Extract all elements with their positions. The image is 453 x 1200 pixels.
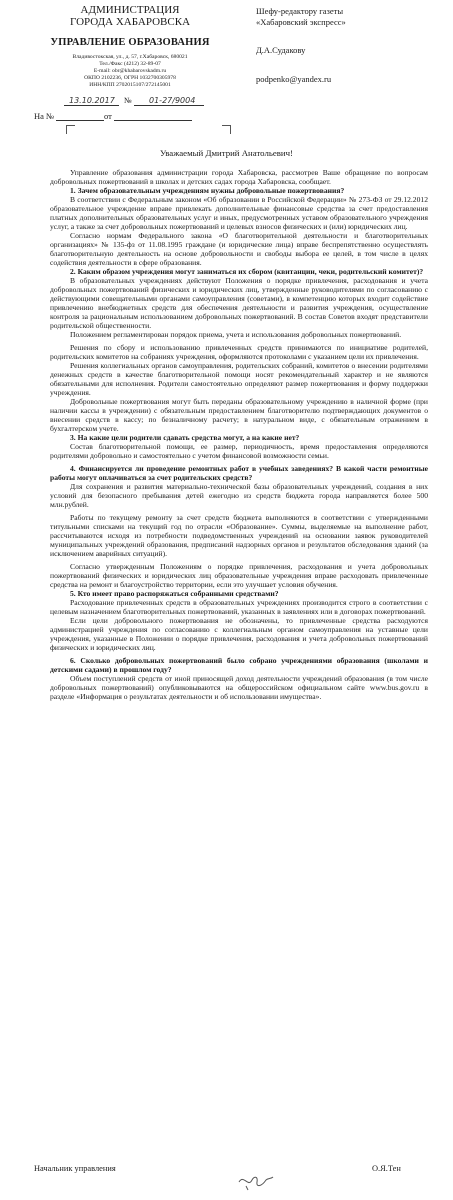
recipient-position: Шефу-редактору газеты — [256, 6, 344, 16]
org-name-line2: ГОРОДА ХАБАРОВСКА — [69, 16, 191, 28]
handwritten-number: 01-27/9004 — [149, 96, 196, 105]
recipient-block — [256, 6, 446, 84]
address-corner-right — [222, 125, 231, 134]
body-paragraph: Согласно утвержденным Положениям о порядке привлечения, расходования и учета добровольных пожертвований физических и юридических лиц образовательные учреждения вправе расходовать привлеченные средства на ремонт и благоустройство территории, если это улучшает условия обучения. — [50, 562, 428, 589]
body-paragraph: Согласно нормам Федерального закона «О благотворительной деятельности и благотворительных организациях» № 135-фз от 11.08.1995 граждане (и юридические лица) вправе беспрепятственно осуществлять благотворительную деятельность на основе добровольности и свободы выбора ее целей, в том числе в целях содействия деятельности в сфере образования. — [50, 231, 428, 267]
sender-address — [30, 54, 230, 89]
handwritten-date: 13.10.2017 — [69, 96, 115, 105]
body-paragraph: Решения по сбору и использованию привлеченных средств принимаются по инициативе родителей, родительских комитетов на собраниях учреждения, оформляются протоколами с указанием цели их привлечения. — [50, 343, 428, 361]
body-paragraph: Положением регламентирован порядок приема, учета и использования добровольных пожертвований. — [70, 330, 402, 339]
address-line: ОКПО 2102236, ОГРН 1032700305978 — [84, 74, 176, 81]
reference-label: На № — [34, 111, 55, 121]
body-paragraph: Состав благотворительной помощи, ее размер, периодичность, время предоставления определяются родителями добровольно и самостоятельно с учетом финансовой возможности семьи. — [50, 442, 428, 460]
recipient-name: Д.А.Судакову — [256, 45, 306, 55]
question-heading: 4. Финансируется ли проведение ремонтных работ в учебных заведениях? В какой части ремонтные работы могут оплачиваться за счет родительских средств? — [50, 464, 428, 482]
recipient-email: podpenko@yandex.ru — [256, 73, 332, 84]
body-paragraph: Решения коллегиальных органов самоуправления, родительских собраний, комитетов о внесении родителями денежных средств в качестве благотворительной помощи носят рекомендательный характер и не являются обязательными для исполнения. Родители самостоятельно определяют размер пожертвования и форму поддержки учреждения. — [50, 361, 428, 397]
body-paragraph: В соответствии с Федеральным законом «Об образовании в Российской Федерации» № 273-ФЗ от 29.12.2012 образовательное учреждение вправе привлекать дополнительные финансовые средства за счет предоставления платных дополнительных образовательных услуг и иных, предусмотренных уставом образовательного учреждения услуг, а также за счет добровольных пожертвований и целевых взносов физических и (или) юридических лиц. — [50, 195, 428, 231]
address-line: Владивостокская, ул., д. 57, г.Хабаровск, 680021 — [72, 54, 188, 60]
date-underline — [64, 105, 119, 106]
body-paragraph: Если цели добровольного пожертвования не обозначены, то привлеченные средства расходуются администрацией учреждения по согласованию с коллегиальным органом самоуправления на уставные цели учреждения, указанные в Положении о порядке привлечения, расходования и учета добровольных пожертвований физических и юридических лиц. — [50, 616, 428, 652]
department-name: УПРАВЛЕНИЕ ОБРАЗОВАНИЯ — [50, 37, 210, 48]
body-paragraph: Добровольные пожертвования могут быть переданы образовательному учреждению в наличной форме (при наличии кассы в учреждении) с обязательным предоставлением благотворителю подтверждающих документов о внесении средств в кассу; по безналичному расчету; в натуральном виде, с обязательным отражением в бухгалтерском учете. — [50, 397, 428, 433]
signature-scribble-icon — [236, 1170, 276, 1192]
signatory-title: Начальник управления — [34, 1164, 116, 1173]
body-paragraph: Управление образования администрации города Хабаровска, рассмотрев Ваше обращение по вопросам добровольных пожертвований в школах и детских садах города Хабаровска, сообщает. — [50, 168, 428, 186]
body-paragraph: Работы по текущему ремонту за счет средств бюджета выполняются в соответствии с утвержденными титульными списками на текущий год по отрасли «Образование». Суммы, выделяемые на выполнение работ, рассчитываются исходя из потребности подведомственных учреждений на основании заявок руководителей муниципальных учреждений образования, предписаний надзорных органов и результатов обследования зданий (за исключением аварийных ситуаций). — [50, 513, 428, 558]
question-heading: 2. Каким образом учреждения могут заниматься их сбором (квитанции, чеки, родительский комитет)? — [70, 267, 424, 276]
body-paragraph: Расходование привлеченных средств в образовательных учреждениях производится строго в соответствии с целевым назначением благотворительных пожертвований, указанных в заявлениях или в договорах пожертвований. — [50, 598, 428, 616]
reference-date-line — [114, 120, 192, 121]
reference-from-label: от — [104, 111, 112, 121]
body-paragraph: В образовательных учреждениях действуют Положения о порядке привлечения, расходования и учета добровольных пожертвований физических и юридических лиц, утвержденные руководителями по согласованию с действующими совещательными органами самоуправления (советами), в компетенцию которых входит содействие привлечению внебюджетных средств для обеспечения деятельности и развития учреждения, осуществление контроля за рациональным использованием добровольных пожертвований. В состав Советов входят представители родительской общественности. — [50, 276, 428, 330]
signatory-name: О.Я.Тен — [372, 1164, 401, 1173]
number-underline — [134, 105, 204, 106]
address-line: Тел./Факс (4212) 32-89-07 — [99, 60, 161, 67]
org-name-line1: АДМИНИСТРАЦИЯ — [80, 4, 180, 16]
reference-number-line — [56, 120, 104, 121]
address-line: E-mail: obr@khabarovskadm.ru — [93, 67, 167, 74]
question-heading: 6. Сколько добровольных пожертвований было собрано учреждениями образования (школами и детскими садами) в прошлом году? — [50, 656, 428, 674]
salutation: Уважаемый Дмитрий Анатольевич! — [160, 148, 293, 158]
question-heading: 1. Зачем образовательным учреждениям нужны добровольные пожертвования? — [70, 186, 345, 195]
address-line: ИНН/КПП 2702015107/272145001 — [89, 81, 171, 88]
body-paragraph: Объем поступлений средств от иной приносящей доход деятельности учреждений образования (в том числе добровольных пожертвований) опубликовываются на общероссийском официальном сайте www.bus.gov.ru в разделе «Информация о результатах деятельности и об использовании имущества». — [50, 674, 428, 701]
question-heading: 5. Кто имеет право распоряжаться собранными средствами? — [70, 589, 279, 598]
recipient-newspaper: «Хабаровский экспресс» — [256, 16, 346, 27]
sender-block — [30, 4, 230, 89]
letter-body — [50, 168, 428, 701]
address-corner-left — [66, 125, 75, 134]
question-heading: 3. На какие цели родители сдавать средства могут, а на какие нет? — [70, 433, 300, 442]
body-paragraph: Для сохранения и развития материально-технической базы образовательных учреждений, создания в них условий для безопасного пребывания детей ежегодно из средств бюджета города направляется более 500 млн.рублей. — [50, 482, 428, 509]
reference-row — [34, 111, 112, 121]
number-sign: № — [124, 96, 132, 105]
